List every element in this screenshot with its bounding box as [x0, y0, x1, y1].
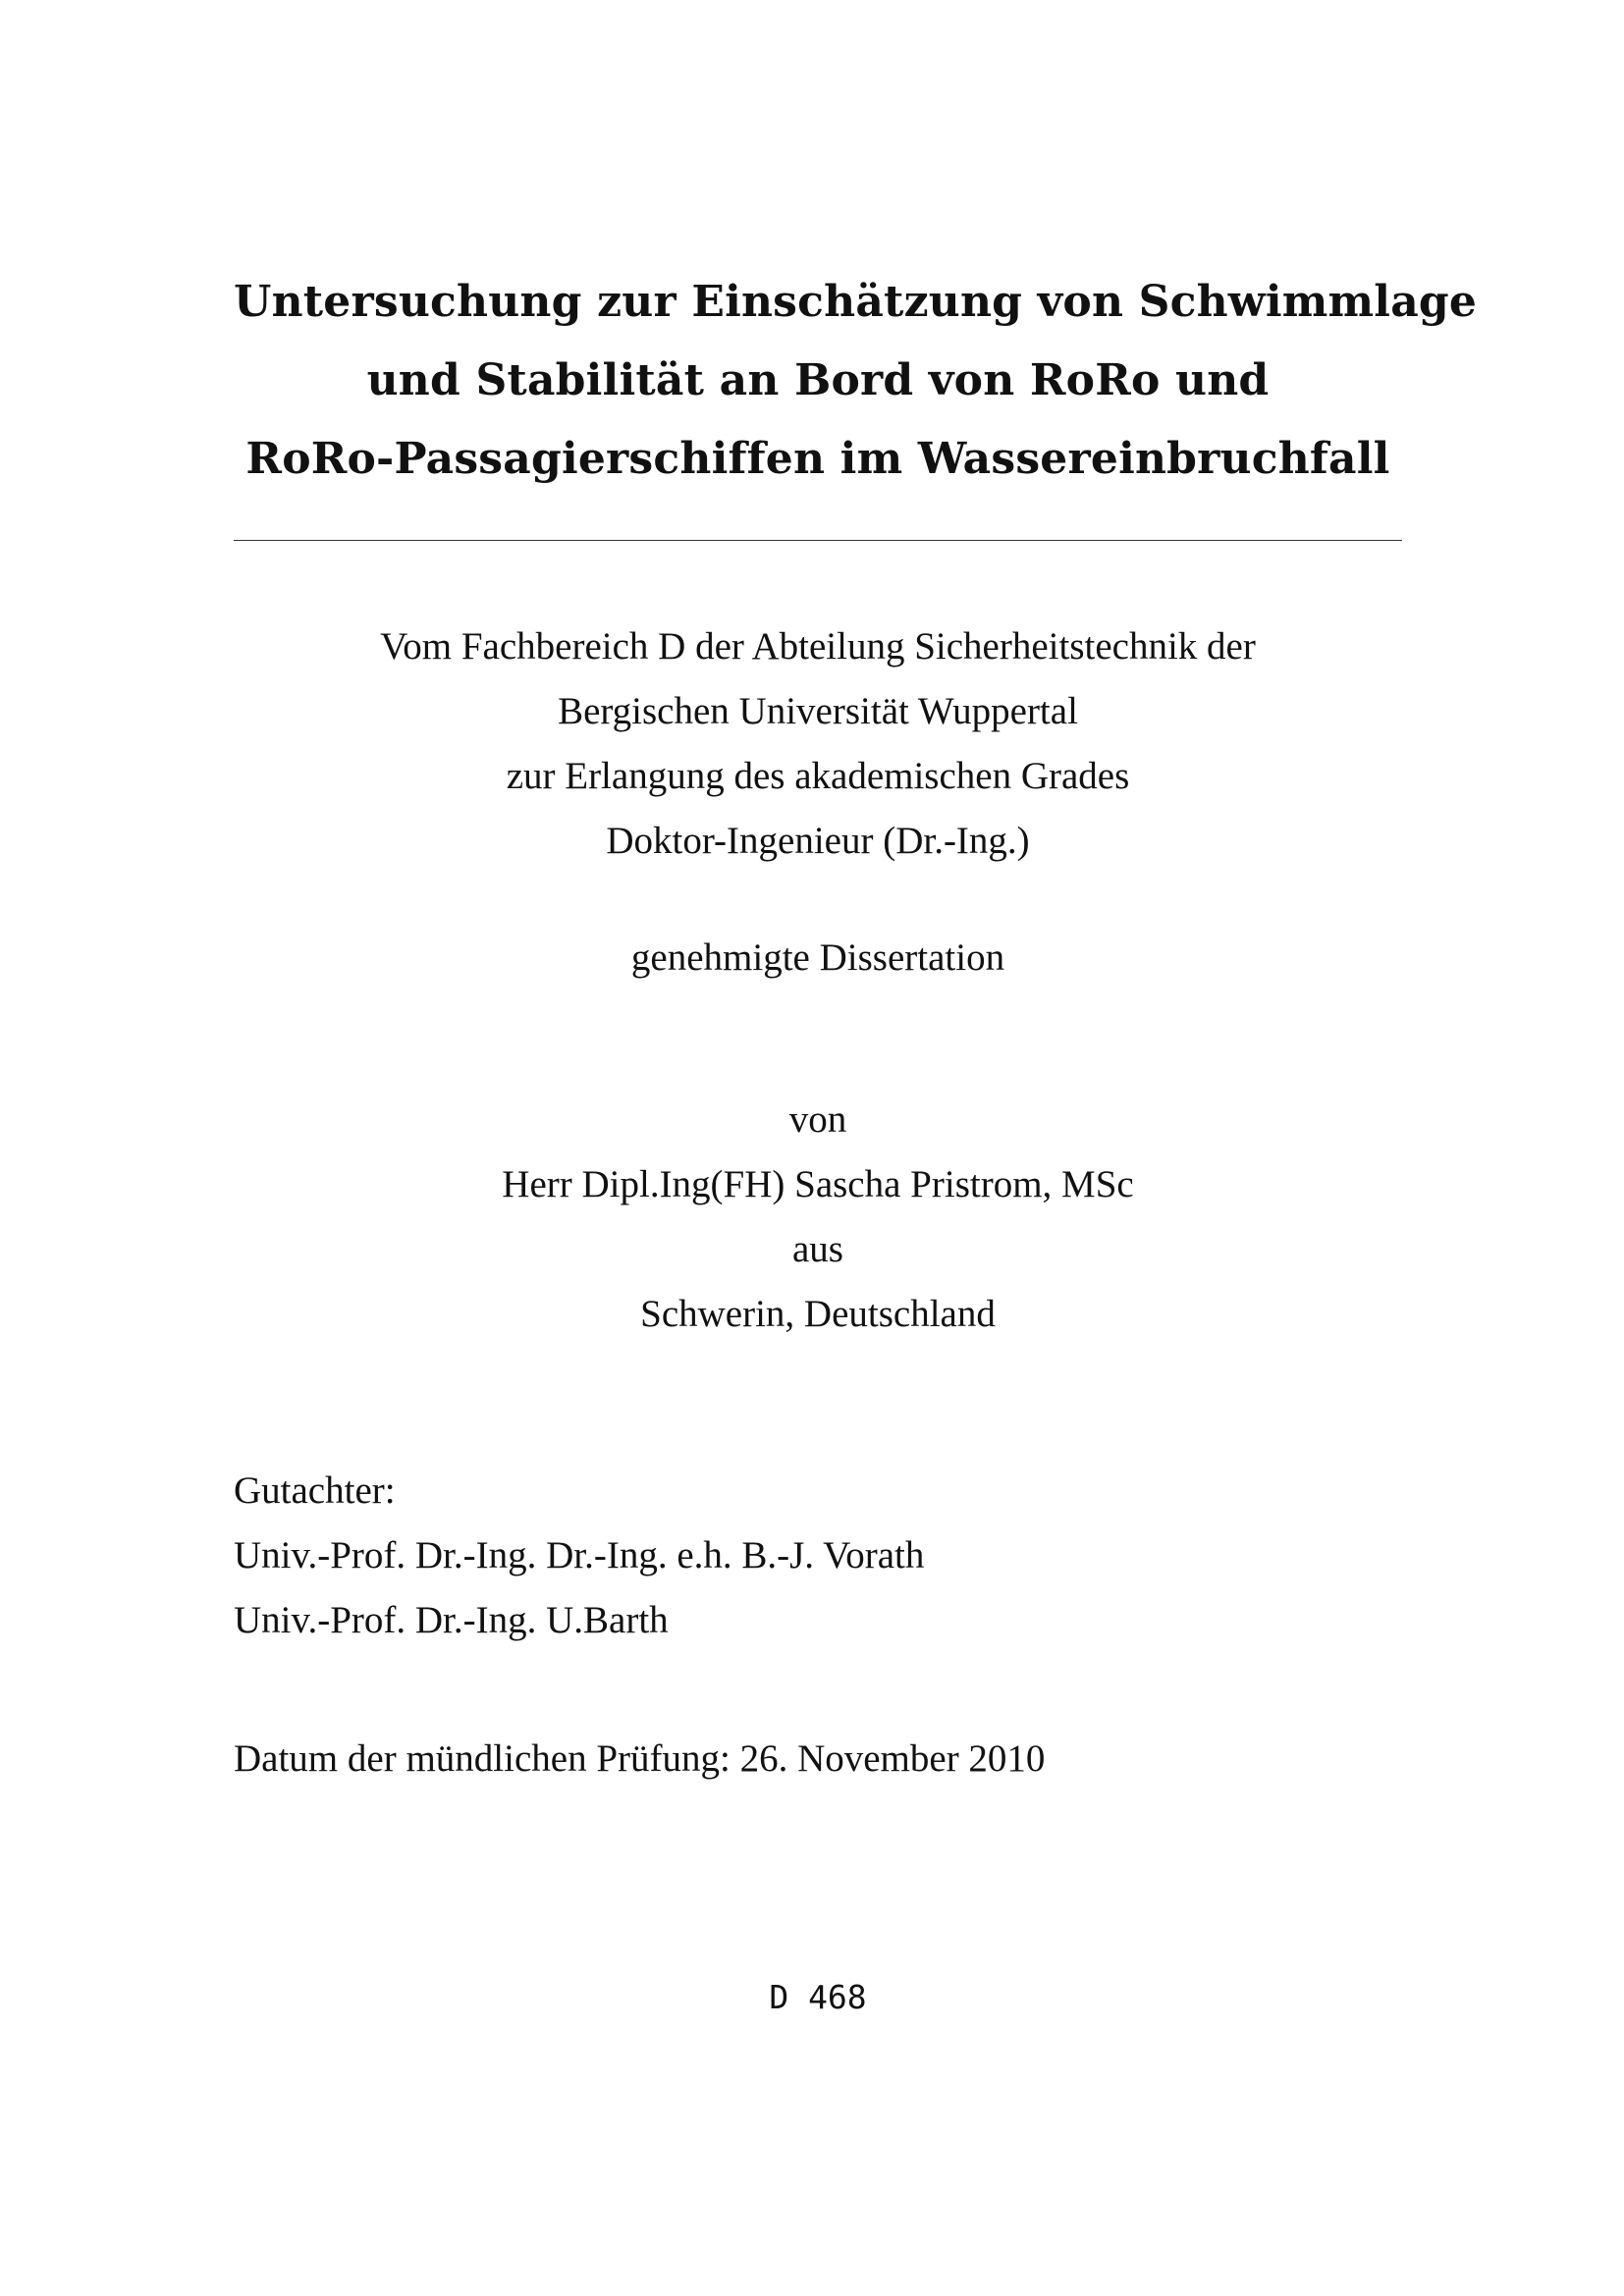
faculty-statement — [234, 614, 1402, 874]
reviewers-block — [234, 1459, 1402, 1653]
approved-dissertation-label — [234, 926, 1402, 990]
faculty-line-4: Doktor-Ingenieur (Dr.-Ing.) — [606, 820, 1030, 862]
author-name: Herr Dipl.Ing(FH) Sascha Pristrom, MSc — [502, 1163, 1134, 1205]
aus-label: aus — [792, 1228, 843, 1270]
author-origin: Schwerin, Deutschland — [640, 1293, 996, 1335]
title-line-2: und Stabilität an Bord von RoRo und — [366, 355, 1270, 405]
von-label: von — [788, 1098, 847, 1141]
reviewers-heading: Gutachter: — [234, 1469, 396, 1512]
title-line-1: Untersuchung zur Einschätzung von Schwimmlage — [234, 277, 1478, 327]
approved-label: genehmigte Dissertation — [630, 936, 1005, 979]
title-divider — [234, 540, 1402, 541]
document-number: D 468 — [769, 1978, 867, 2016]
faculty-line-1: Vom Fachbereich D der Abteilung Sicherheitstechnik der — [380, 625, 1256, 667]
faculty-line-2: Bergischen Universität Wuppertal — [558, 690, 1078, 732]
dissertation-title — [234, 263, 1478, 499]
title-line-3: RoRo-Passagierschiffen im Wassereinbruchfall — [245, 434, 1390, 484]
reviewer-1: Univ.-Prof. Dr.-Ing. Dr.-Ing. e.h. B.-J. Vorath — [234, 1534, 925, 1576]
reviewer-2: Univ.-Prof. Dr.-Ing. U.Barth — [234, 1599, 669, 1641]
faculty-line-3: zur Erlangung des akademischen Grades — [506, 755, 1130, 797]
exam-date: Datum der mündlichen Prüfung: 26. November 2010 — [234, 1737, 1046, 1780]
exam-date-block — [234, 1727, 1402, 1791]
author-block — [234, 1088, 1402, 1347]
